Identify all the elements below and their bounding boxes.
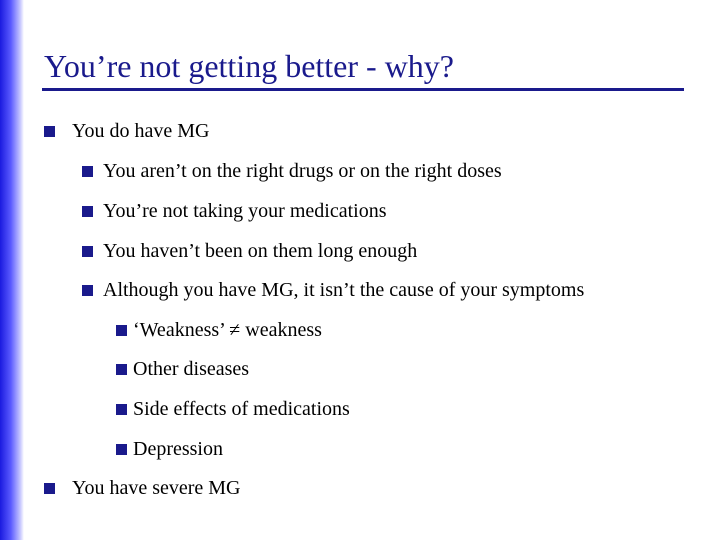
bullet-item-8 bbox=[133, 397, 350, 421]
slide-title: You’re not getting better - why? bbox=[44, 48, 454, 84]
title-underline bbox=[42, 88, 684, 91]
square-bullet-icon bbox=[116, 364, 127, 375]
bullet-item-5 bbox=[103, 278, 584, 302]
bullet-item-text: Depression bbox=[133, 438, 223, 460]
bullet-item-text: You aren’t on the right drugs or on the right doses bbox=[103, 160, 502, 182]
bullet-item-text: Side effects of medications bbox=[133, 398, 350, 420]
square-bullet-icon bbox=[116, 404, 127, 415]
bullet-item-6 bbox=[133, 318, 322, 342]
bullet-item-1 bbox=[72, 119, 209, 143]
square-bullet-icon bbox=[116, 325, 127, 336]
bullet-item-7 bbox=[133, 357, 249, 381]
bullet-item-2 bbox=[103, 159, 502, 183]
square-bullet-icon bbox=[82, 166, 93, 177]
bullet-item-10 bbox=[72, 476, 241, 500]
bullet-item-text: ‘Weakness’ ≠ weakness bbox=[133, 319, 322, 341]
square-bullet-icon bbox=[82, 246, 93, 257]
bullet-item-3 bbox=[103, 199, 387, 223]
square-bullet-icon bbox=[44, 126, 55, 137]
bullet-item-text: You’re not taking your medications bbox=[103, 200, 387, 222]
bullet-item-4 bbox=[103, 239, 417, 263]
bullet-item-text: Other diseases bbox=[133, 358, 250, 380]
slide-side-gradient-bar bbox=[0, 0, 24, 540]
square-bullet-icon bbox=[82, 206, 93, 217]
bullet-item-text: You do have MG bbox=[72, 120, 210, 142]
bullet-item-text: You have severe MG bbox=[72, 477, 241, 499]
bullet-item-text: You haven’t been on them long enough bbox=[103, 240, 418, 262]
bullet-item-text: Although you have MG, it isn’t the cause of your symptoms bbox=[103, 279, 585, 301]
square-bullet-icon bbox=[116, 444, 127, 455]
square-bullet-icon bbox=[44, 483, 55, 494]
bullet-item-9 bbox=[133, 437, 223, 461]
square-bullet-icon bbox=[82, 285, 93, 296]
